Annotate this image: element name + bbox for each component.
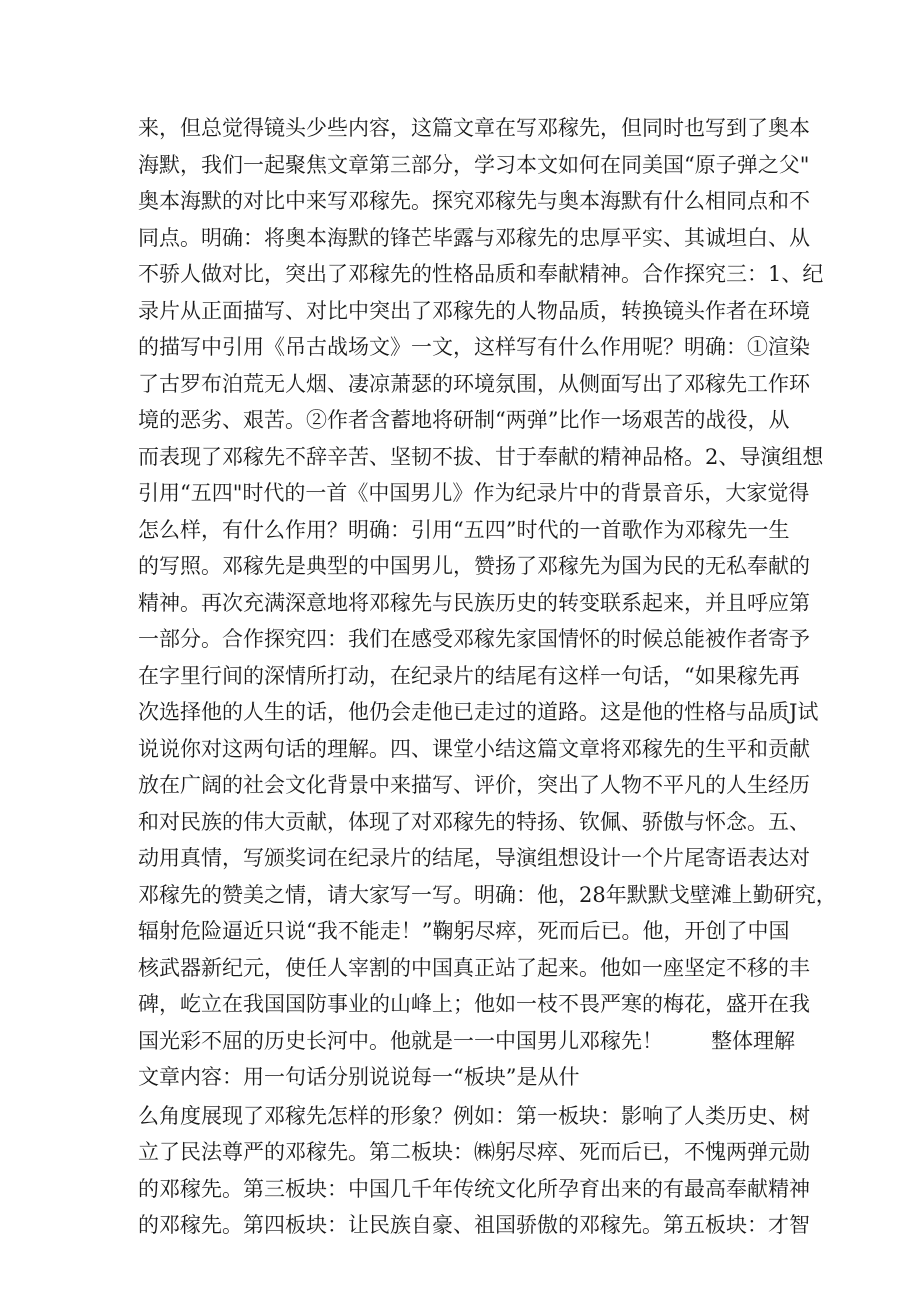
text-line: 辐射危险逼近只说“我不能走！”鞠躬尽瘁，死而后已。他，开创了中国 (138, 919, 790, 943)
text-line: 放在广阔的社会文化背景中来描写、评价，突出了人物不平凡的人生经历 (138, 773, 810, 797)
text-line: 海默，我们一起聚焦文章第三部分，学习本文如何在同美国“原子弹之父" (138, 152, 810, 177)
text-line: 动用真情，写颁奖词在纪录片的结尾，导演组想设计一个片尾寄语表达对 (138, 846, 810, 870)
text-line: 的写照。邓稼先是典型的中国男儿，赞扬了邓稼先为国为民的无私奉献的 (138, 554, 810, 578)
text-line: 境的恶劣、艰苦。②作者含蓄地将研制“两弹”比作一场艰苦的战役，从 (138, 408, 790, 432)
body-text (138, 110, 837, 1244)
text-line: 碑，屹立在我国国防事业的山峰上；他如一枝不畏严寒的梅花，盛开在我 (138, 992, 810, 1016)
text-line: 不骄人做对比，突出了邓稼先的性格品质和奉献精神。合作探究三：1、纪 (138, 262, 824, 286)
text-line: 奥本海默的对比中来写邓稼先。探究邓稼先与奥本海默有什么相同点和不 (138, 189, 810, 213)
text-line: 同点。明确：将奥本海默的锋芒毕露与邓稼先的忠厚平实、其诚坦白、从 (138, 225, 810, 250)
text-line: 次选择他的人生的话，他仍会走他已走过的道路。这是他的性格与品质J试 (138, 700, 819, 724)
text-line: 精神。再次充满深意地将邓稼先与民族历史的转变联系起来，并且呼应第 (138, 590, 810, 615)
text-line: 的邓稼先。第四板块：让民族自豪、祖国骄傲的邓稼先。第五板块：才智 (138, 1213, 810, 1237)
text-line: 来，但总觉得镜头少些内容，这篇文章在写邓稼先，但同时也写到了奥本 (138, 116, 810, 140)
text-line: 在字里行间的深情所打动，在纪录片的结尾有这样一句话，“如果稼先再 (138, 663, 800, 688)
text-line: 邓稼先的赞美之情，请大家写一写。明确：他，28年默默戈壁滩上勤研究， (138, 882, 837, 907)
text-line: 录片从正面描写、对比中突出了邓稼先的人物品质，转换镜头作者在环境 (138, 298, 810, 323)
text-line: 和对民族的伟大贡献，体现了对邓稼先的特扬、钦佩、骄傲与怀念。五、 (138, 809, 810, 834)
text-line (138, 1023, 798, 1060)
text-line: 么角度展现了邓稼先怎样的形象？例如：第一板块：影响了人类历史、树 (138, 1103, 810, 1128)
text-line-main: 国光彩不屈的历史长河中。他就是一一中国男儿邓稼先！ (138, 1028, 663, 1053)
text-line: 文章内容：用一句话分别说说每一“板块”是从什 (138, 1065, 580, 1089)
text-line: 说说你对这两句话的理解。四、课堂小结这篇文章将邓稼先的生平和贡献 (138, 736, 810, 761)
text-line: 一部分。合作探究四：我们在感受邓稼先家国情怀的时候总能被作者寄予 (138, 627, 810, 651)
text-line: 而表现了邓稼先不辞辛苦、坚韧不拔、甘于奉献的精神品格。2、导演组想 (138, 444, 824, 469)
text-line: 引用“五四"时代的一首《中国男儿》作为纪录片中的背景音乐，大家觉得 (138, 481, 810, 505)
text-line: 核武器新纪元，使任人宰割的中国真正站了起来。他如一座坚定不移的丰 (138, 955, 810, 980)
text-line: 的邓稼先。第三板块：中国几千年传统文化所孕育出来的有最高奉献精神 (138, 1176, 810, 1201)
text-line: 怎么样，有什么作用？明确：引用“五四”时代的一首歌作为邓稼先一生 (138, 517, 790, 542)
text-line: 的描写中引用《吊古战场文》一文，这样写有什么作用呢？明确：①渲染 (138, 335, 810, 359)
section-heading-fragment: 整体理解 (711, 1028, 795, 1053)
text-line: 立了民法尊严的邓稼先。第二板块：㈱躬尽瘁、死而后已，不愧两弹元勋 (138, 1140, 810, 1164)
text-line: 了古罗布泊荒无人烟、凄凉萧瑟的环境氛围，从侧面写出了邓稼先工作环 (138, 371, 810, 396)
